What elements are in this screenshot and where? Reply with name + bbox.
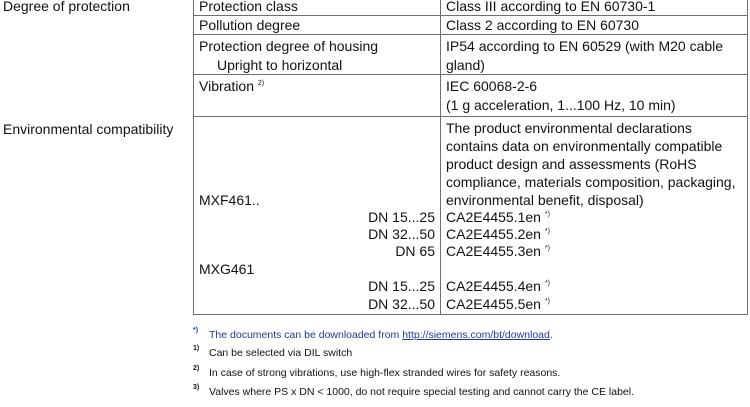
dn-size: DN 65 [395,243,435,259]
env-text-line: The product environmental declarations [446,120,692,136]
table-bottom-border [193,314,748,315]
footnote-star: *) The documents can be downloaded from http://siemens.com/bt/download. [193,327,553,341]
dn-size: DN 15...25 [368,209,435,225]
footnote-3: $^{3)}$ Valves where PS x DN < 1000, do not require special testing and cannot carry the CE label. [193,384,634,398]
row-divider [193,74,748,75]
protection-class-value: Class III according to EN 60730-1 [446,0,656,14]
doc-reference: CA2E4455.4en *) [446,278,550,294]
pollution-degree-label: Pollution degree [199,17,301,33]
vibration-label: Vibration $^{2)}$ [199,78,265,94]
doc-reference: CA2E4455.2en *) [446,226,550,242]
dn-size: DN 32...50 [368,226,435,242]
env-text-line: compliance, materials composition, packaging, [446,174,736,190]
vibration-footnote-mark: 2) [257,80,265,87]
model-mxf461: MXF461.. [199,192,260,208]
housing-orientation-label: Upright to horizontal [217,57,343,73]
section-degree-of-protection: Degree of protection [3,0,130,14]
model-mxg461: MXG461 [199,261,255,277]
table-column-divider [440,0,441,315]
housing-protection-label: Protection degree of housing [199,38,379,54]
table-right-border [747,0,748,315]
vibration-spec: (1 g acceleration, 1...100 Hz, 10 min) [446,97,676,113]
protection-class-label: Protection class [199,0,298,14]
row-divider [193,116,748,117]
download-link[interactable]: http://siemens.com/bt/download [402,329,550,341]
dn-size: DN 15...25 [368,278,435,294]
doc-reference: CA2E4455.3en *) [446,243,550,259]
doc-reference: CA2E4455.5en *) [446,296,550,312]
row-divider [193,34,748,35]
footnote-1: $^{1)}$ Can be selected via DIL switch [193,345,353,359]
pollution-degree-value: Class 2 according to EN 60730 [446,17,639,33]
vibration-standard: IEC 60068-2-6 [446,78,538,94]
footnote-2: $^{2)}$ In case of strong vibrations, use high-flex stranded wires for safety reasons. [193,365,561,379]
table-left-border [193,0,194,315]
section-environmental-compatibility: Environmental compatibility [3,121,174,137]
env-text-line: contains data on environmentally compatible [446,138,723,154]
env-text-line: product design and assessments (RoHS [446,156,697,172]
env-text-line: environmental benefit, disposal) [446,192,644,208]
housing-protection-value: IP54 according to EN 60529 (with M20 cable [446,38,724,54]
dn-size: DN 32...50 [368,296,435,312]
housing-protection-value-cont: gland) [446,57,485,73]
doc-reference: CA2E4455.1en *) [446,209,550,225]
row-divider [193,15,748,16]
